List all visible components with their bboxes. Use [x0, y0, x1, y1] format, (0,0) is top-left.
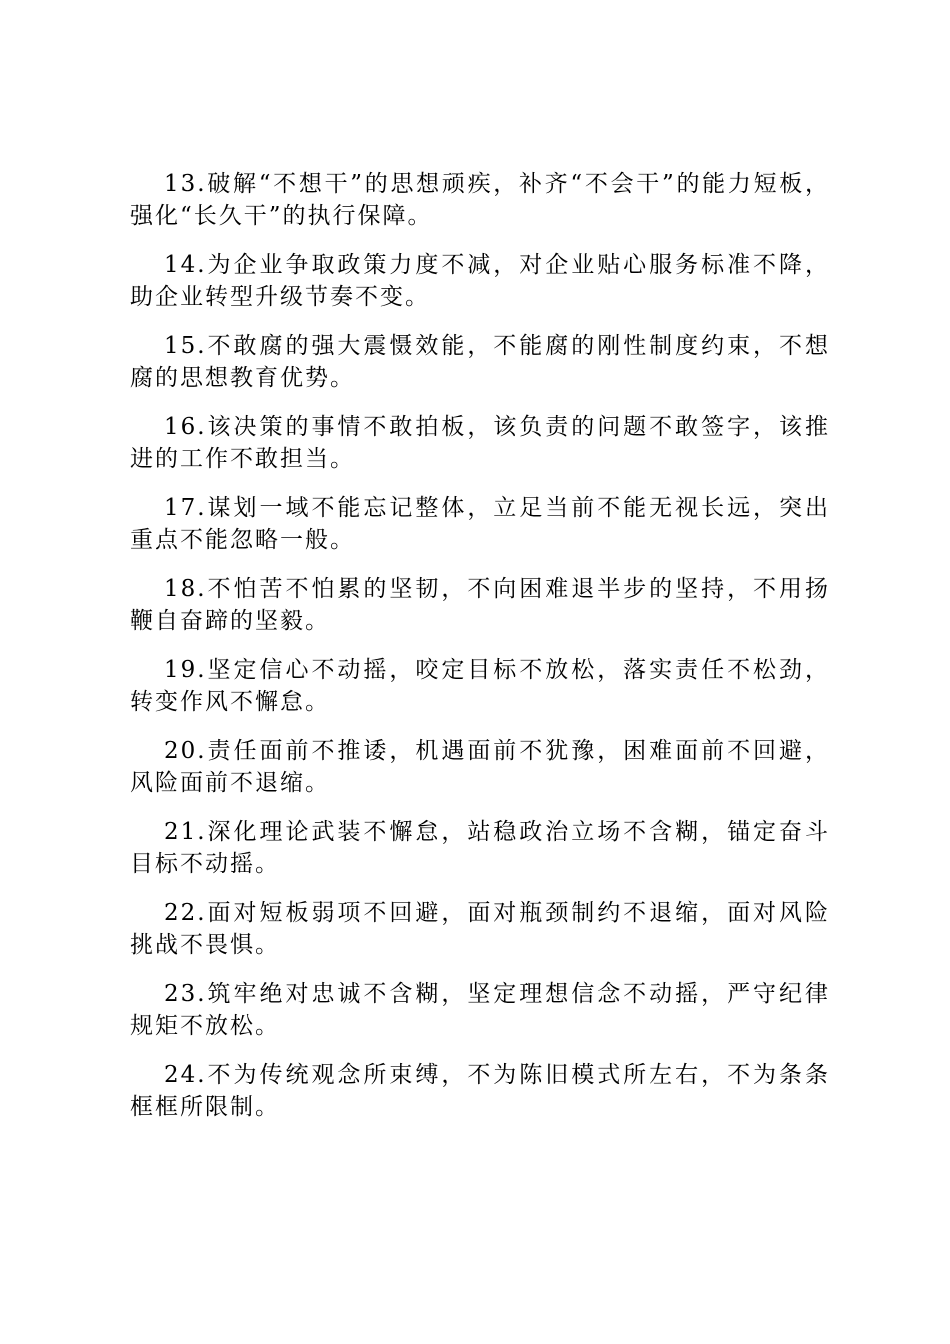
paragraph-22: 22.面对短板弱项不回避，面对瓶颈制约不退缩，面对风险挑战不畏惧。	[130, 900, 830, 958]
paragraph-20: 20.责任面前不推诿，机遇面前不犹豫，困难面前不回避，风险面前不退缩。	[130, 738, 830, 796]
paragraph-21: 21.深化理论武装不懈怠，站稳政治立场不含糊，锚定奋斗目标不动摇。	[130, 819, 830, 877]
paragraph-14: 14.为企业争取政策力度不减，对企业贴心服务标准不降，助企业转型升级节奏不变。	[130, 252, 830, 310]
paragraph-24: 24.不为传统观念所束缚，不为陈旧模式所左右，不为条条框框所限制。	[130, 1062, 830, 1120]
paragraph-19: 19.坚定信心不动摇，咬定目标不放松，落实责任不松劲，转变作风不懈怠。	[130, 657, 830, 715]
paragraph-18: 18.不怕苦不怕累的坚韧，不向困难退半步的坚持，不用扬鞭自奋蹄的坚毅。	[130, 576, 830, 634]
paragraph-13: 13.破解“不想干”的思想顽疾，补齐“不会干”的能力短板，强化“长久干”的执行保障。	[130, 171, 830, 229]
paragraph-16: 16.该决策的事情不敢拍板，该负责的问题不敢签字，该推进的工作不敢担当。	[130, 414, 830, 472]
paragraph-17: 17.谋划一域不能忘记整体，立足当前不能无视长远，突出重点不能忽略一般。	[130, 495, 830, 553]
paragraph-15: 15.不敢腐的强大震慑效能，不能腐的刚性制度约束，不想腐的思想教育优势。	[130, 333, 830, 391]
paragraph-23: 23.筑牢绝对忠诚不含糊，坚定理想信念不动摇，严守纪律规矩不放松。	[130, 981, 830, 1039]
document-body	[130, 168, 830, 1140]
